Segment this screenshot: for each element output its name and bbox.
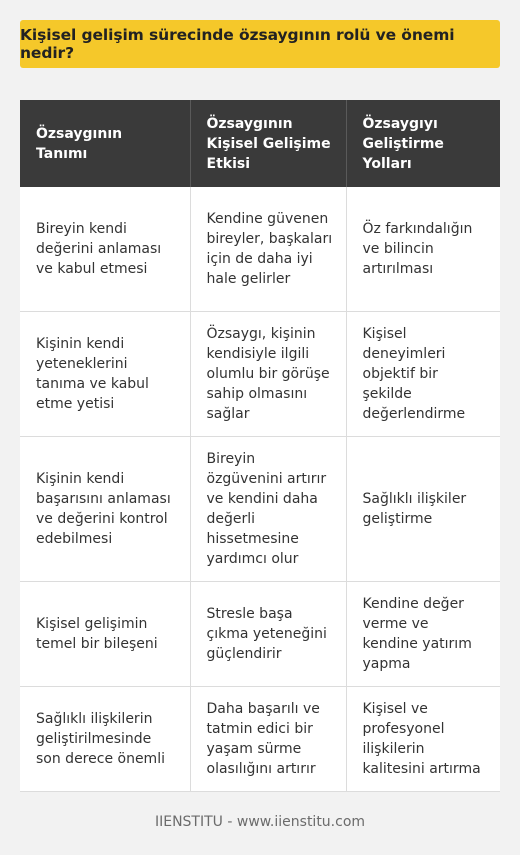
column-header-definition: Özsaygının Tanımı: [20, 100, 190, 187]
table-cell: Sağlıklı ilişkiler geliştirme: [346, 437, 500, 582]
table-row: [20, 582, 500, 687]
info-table: [20, 100, 500, 792]
table-cell: Öz farkındalığın ve bilincin artırılması: [346, 187, 500, 312]
table-row: [20, 437, 500, 582]
table-cell: Kendine değer verme ve kendine yatırım yapma: [346, 582, 500, 687]
table-cell: Sağlıklı ilişkilerin geliştirilmesinde son derece önemli: [20, 687, 190, 792]
footer-credit: IIENSTITU - www.iienstitu.com: [154, 814, 366, 830]
table-cell: Bireyin özgüvenini artırır ve kendini daha değerli hissetmesine yardımcı olur: [190, 437, 346, 582]
table-cell: Kişisel gelişimin temel bir bileşeni: [20, 582, 190, 687]
table-cell: Kendine güvenen bireyler, başkaları için de daha iyi hale gelirler: [190, 187, 346, 312]
table-cell: Kişisel deneyimleri objektif bir şekilde değerlendirme: [346, 312, 500, 437]
table-cell: Kişinin kendi yeteneklerini tanıma ve kabul etme yetisi: [20, 312, 190, 437]
table-cell: Daha başarılı ve tatmin edici bir yaşam sürme olasılığını artırır: [190, 687, 346, 792]
table-cell: Bireyin kendi değerini anlaması ve kabul etmesi: [20, 187, 190, 312]
page-title: Kişisel gelişim sürecinde özsaygının rolü ve önemi nedir?: [20, 26, 455, 62]
table-header-row: [20, 100, 500, 187]
table-row: [20, 312, 500, 437]
table-row: [20, 687, 500, 792]
column-header-ways: Özsaygıyı Geliştirme Yolları: [346, 100, 500, 187]
table-cell: Özsaygı, kişinin kendisiyle ilgili olumlu bir görüşe sahip olmasını sağlar: [190, 312, 346, 437]
table-cell: Kişinin kendi başarısını anlaması ve değerini kontrol edebilmesi: [20, 437, 190, 582]
title-banner: [20, 20, 500, 68]
table-cell: Kişisel ve profesyonel ilişkilerin kalitesini artırma: [346, 687, 500, 792]
column-header-effect: Özsaygının Kişisel Gelişime Etkisi: [190, 100, 346, 187]
table-cell: Stresle başa çıkma yeteneğini güçlendirir: [190, 582, 346, 687]
table-row: [20, 187, 500, 312]
